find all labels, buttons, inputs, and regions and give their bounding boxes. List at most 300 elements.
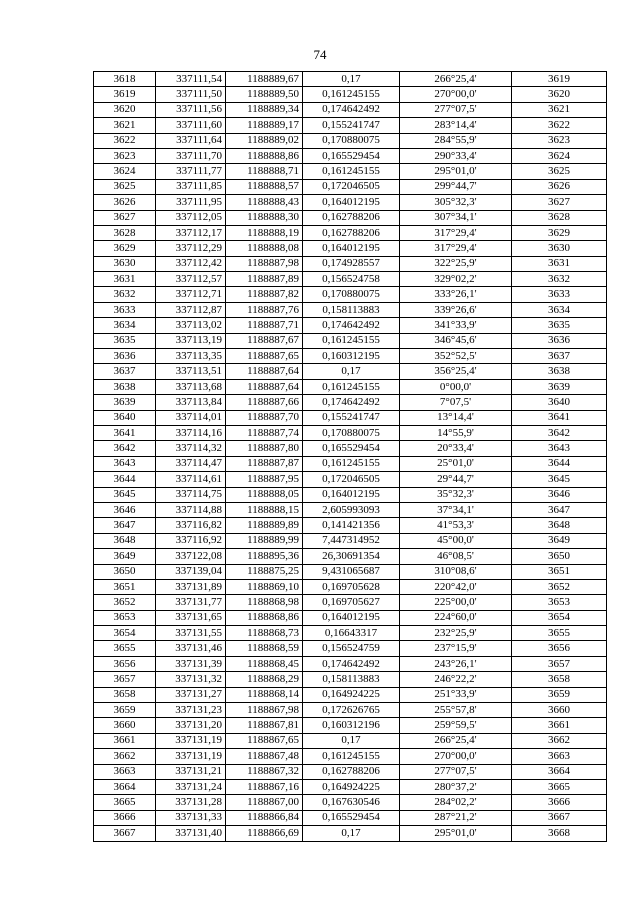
table-row [94, 549, 607, 564]
next-point-cell: 3630 [512, 241, 607, 256]
distance-cell: 0,164012195 [303, 610, 400, 625]
point-number-cell: 3663 [94, 764, 156, 779]
y-coordinate-cell: 1188888,71 [226, 164, 303, 179]
distance-cell: 0,167630546 [303, 795, 400, 810]
point-number-cell: 3642 [94, 441, 156, 456]
y-coordinate-cell: 1188869,10 [226, 579, 303, 594]
bearing-cell: 305°32,3' [400, 195, 512, 210]
y-coordinate-cell: 1188868,45 [226, 656, 303, 671]
x-coordinate-cell: 337113,51 [156, 364, 226, 379]
x-coordinate-cell: 337131,39 [156, 656, 226, 671]
table-row [94, 610, 607, 625]
x-coordinate-cell: 337111,60 [156, 118, 226, 133]
x-coordinate-cell: 337131,46 [156, 641, 226, 656]
bearing-cell: 224°60,0' [400, 610, 512, 625]
table-row [94, 595, 607, 610]
y-coordinate-cell: 1188867,00 [226, 795, 303, 810]
bearing-cell: 341°33,9' [400, 318, 512, 333]
x-coordinate-cell: 337111,56 [156, 102, 226, 117]
next-point-cell: 3649 [512, 533, 607, 548]
point-number-cell: 3666 [94, 810, 156, 825]
y-coordinate-cell: 1188888,43 [226, 195, 303, 210]
table-row [94, 102, 607, 117]
point-number-cell: 3637 [94, 364, 156, 379]
next-point-cell: 3647 [512, 502, 607, 517]
point-number-cell: 3644 [94, 472, 156, 487]
bearing-cell: 277°07,5' [400, 102, 512, 117]
table-row [94, 472, 607, 487]
y-coordinate-cell: 1188887,70 [226, 410, 303, 425]
distance-cell: 0,174642492 [303, 102, 400, 117]
table-row [94, 703, 607, 718]
x-coordinate-cell: 337131,28 [156, 795, 226, 810]
bearing-cell: 299°44,7' [400, 179, 512, 194]
point-number-cell: 3645 [94, 487, 156, 502]
next-point-cell: 3619 [512, 72, 607, 87]
x-coordinate-cell: 337111,70 [156, 148, 226, 163]
distance-cell: 0,174642492 [303, 318, 400, 333]
y-coordinate-cell: 1188887,66 [226, 395, 303, 410]
distance-cell: 0,17 [303, 364, 400, 379]
table-row [94, 564, 607, 579]
table-row [94, 687, 607, 702]
page-number: 74 [313, 47, 327, 62]
point-number-cell: 3661 [94, 733, 156, 748]
distance-cell: 0,161245155 [303, 333, 400, 348]
next-point-cell: 3655 [512, 626, 607, 641]
bearing-cell: 243°26,1' [400, 656, 512, 671]
bearing-cell: 7°07,5' [400, 395, 512, 410]
next-point-cell: 3637 [512, 349, 607, 364]
next-point-cell: 3627 [512, 195, 607, 210]
distance-cell: 0,165529454 [303, 810, 400, 825]
bearing-cell: 25°01,0' [400, 456, 512, 471]
table-row [94, 302, 607, 317]
x-coordinate-cell: 337116,82 [156, 518, 226, 533]
bearing-cell: 346°45,6' [400, 333, 512, 348]
x-coordinate-cell: 337114,75 [156, 487, 226, 502]
point-number-cell: 3634 [94, 318, 156, 333]
y-coordinate-cell: 1188889,34 [226, 102, 303, 117]
next-point-cell: 3663 [512, 749, 607, 764]
x-coordinate-cell: 337116,92 [156, 533, 226, 548]
distance-cell: 26,30691354 [303, 549, 400, 564]
distance-cell: 0,164924225 [303, 779, 400, 794]
distance-cell: 0,165529454 [303, 441, 400, 456]
x-coordinate-cell: 337131,65 [156, 610, 226, 625]
point-number-cell: 3622 [94, 133, 156, 148]
point-number-cell: 3621 [94, 118, 156, 133]
bearing-cell: 322°25,9' [400, 256, 512, 271]
bearing-cell: 295°01,0' [400, 826, 512, 841]
bearing-cell: 284°02,2' [400, 795, 512, 810]
distance-cell: 0,17 [303, 72, 400, 87]
y-coordinate-cell: 1188887,71 [226, 318, 303, 333]
x-coordinate-cell: 337131,40 [156, 826, 226, 841]
x-coordinate-cell: 337112,42 [156, 256, 226, 271]
next-point-cell: 3631 [512, 256, 607, 271]
y-coordinate-cell: 1188867,48 [226, 749, 303, 764]
table-row [94, 826, 607, 841]
bearing-cell: 20°33,4' [400, 441, 512, 456]
point-number-cell: 3650 [94, 564, 156, 579]
point-number-cell: 3658 [94, 687, 156, 702]
y-coordinate-cell: 1188889,89 [226, 518, 303, 533]
next-point-cell: 3641 [512, 410, 607, 425]
x-coordinate-cell: 337139,04 [156, 564, 226, 579]
table-row [94, 533, 607, 548]
point-number-cell: 3657 [94, 672, 156, 687]
bearing-cell: 295°01,0' [400, 164, 512, 179]
table-row [94, 133, 607, 148]
point-number-cell: 3619 [94, 87, 156, 102]
distance-cell: 0,169705628 [303, 579, 400, 594]
table-row [94, 456, 607, 471]
y-coordinate-cell: 1188889,99 [226, 533, 303, 548]
table-row [94, 272, 607, 287]
x-coordinate-cell: 337113,35 [156, 349, 226, 364]
y-coordinate-cell: 1188887,98 [226, 256, 303, 271]
distance-cell: 7,447314952 [303, 533, 400, 548]
bearing-cell: 266°25,4' [400, 733, 512, 748]
table-body [94, 72, 607, 842]
x-coordinate-cell: 337131,32 [156, 672, 226, 687]
x-coordinate-cell: 337113,84 [156, 395, 226, 410]
x-coordinate-cell: 337113,19 [156, 333, 226, 348]
table-row [94, 318, 607, 333]
x-coordinate-cell: 337114,47 [156, 456, 226, 471]
next-point-cell: 3636 [512, 333, 607, 348]
distance-cell: 0,172626765 [303, 703, 400, 718]
next-point-cell: 3624 [512, 148, 607, 163]
x-coordinate-cell: 337114,01 [156, 410, 226, 425]
table-row [94, 626, 607, 641]
next-point-cell: 3644 [512, 456, 607, 471]
distance-cell: 0,160312196 [303, 718, 400, 733]
y-coordinate-cell: 1188888,15 [226, 502, 303, 517]
distance-cell: 0,158113883 [303, 302, 400, 317]
distance-cell: 0,172046505 [303, 472, 400, 487]
y-coordinate-cell: 1188887,89 [226, 272, 303, 287]
bearing-cell: 317°29,4' [400, 241, 512, 256]
table-row [94, 733, 607, 748]
table-row [94, 333, 607, 348]
next-point-cell: 3640 [512, 395, 607, 410]
y-coordinate-cell: 1188887,65 [226, 349, 303, 364]
next-point-cell: 3634 [512, 302, 607, 317]
point-number-cell: 3628 [94, 225, 156, 240]
x-coordinate-cell: 337131,27 [156, 687, 226, 702]
y-coordinate-cell: 1188888,30 [226, 210, 303, 225]
y-coordinate-cell: 1188887,76 [226, 302, 303, 317]
y-coordinate-cell: 1188868,98 [226, 595, 303, 610]
next-point-cell: 3654 [512, 610, 607, 625]
distance-cell: 0,165529454 [303, 148, 400, 163]
bearing-cell: 45°00,0' [400, 533, 512, 548]
table-row [94, 241, 607, 256]
x-coordinate-cell: 337131,19 [156, 733, 226, 748]
next-point-cell: 3633 [512, 287, 607, 302]
point-number-cell: 3635 [94, 333, 156, 348]
distance-cell: 0,17 [303, 826, 400, 841]
point-number-cell: 3636 [94, 349, 156, 364]
next-point-cell: 3623 [512, 133, 607, 148]
table-row [94, 656, 607, 671]
y-coordinate-cell: 1188887,64 [226, 364, 303, 379]
y-coordinate-cell: 1188887,80 [226, 441, 303, 456]
y-coordinate-cell: 1188895,36 [226, 549, 303, 564]
y-coordinate-cell: 1188867,81 [226, 718, 303, 733]
x-coordinate-cell: 337111,95 [156, 195, 226, 210]
y-coordinate-cell: 1188888,86 [226, 148, 303, 163]
y-coordinate-cell: 1188889,50 [226, 87, 303, 102]
next-point-cell: 3665 [512, 779, 607, 794]
distance-cell: 0,155241747 [303, 118, 400, 133]
table-row [94, 379, 607, 394]
distance-cell: 0,160312195 [303, 349, 400, 364]
distance-cell: 0,17 [303, 733, 400, 748]
x-coordinate-cell: 337112,29 [156, 241, 226, 256]
next-point-cell: 3667 [512, 810, 607, 825]
x-coordinate-cell: 337114,88 [156, 502, 226, 517]
y-coordinate-cell: 1188889,02 [226, 133, 303, 148]
distance-cell: 0,158113883 [303, 672, 400, 687]
y-coordinate-cell: 1188888,19 [226, 225, 303, 240]
bearing-cell: 317°29,4' [400, 225, 512, 240]
bearing-cell: 352°52,5' [400, 349, 512, 364]
distance-cell: 0,170880075 [303, 287, 400, 302]
point-number-cell: 3654 [94, 626, 156, 641]
point-number-cell: 3651 [94, 579, 156, 594]
table-row [94, 164, 607, 179]
point-number-cell: 3660 [94, 718, 156, 733]
x-coordinate-cell: 337111,50 [156, 87, 226, 102]
distance-cell: 0,16643317 [303, 626, 400, 641]
bearing-cell: 251°33,9' [400, 687, 512, 702]
next-point-cell: 3646 [512, 487, 607, 502]
table-row [94, 518, 607, 533]
y-coordinate-cell: 1188875,25 [226, 564, 303, 579]
next-point-cell: 3622 [512, 118, 607, 133]
distance-cell: 0,164924225 [303, 687, 400, 702]
x-coordinate-cell: 337112,17 [156, 225, 226, 240]
y-coordinate-cell: 1188868,86 [226, 610, 303, 625]
next-point-cell: 3638 [512, 364, 607, 379]
y-coordinate-cell: 1188887,95 [226, 472, 303, 487]
next-point-cell: 3642 [512, 425, 607, 440]
x-coordinate-cell: 337113,68 [156, 379, 226, 394]
next-point-cell: 3652 [512, 579, 607, 594]
y-coordinate-cell: 1188888,05 [226, 487, 303, 502]
bearing-cell: 333°26,1' [400, 287, 512, 302]
distance-cell: 0,161245155 [303, 749, 400, 764]
bearing-cell: 13°14,4' [400, 410, 512, 425]
table-row [94, 395, 607, 410]
point-number-cell: 3646 [94, 502, 156, 517]
next-point-cell: 3658 [512, 672, 607, 687]
table-row [94, 672, 607, 687]
bearing-cell: 277°07,5' [400, 764, 512, 779]
table-row [94, 779, 607, 794]
point-number-cell: 3647 [94, 518, 156, 533]
bearing-cell: 46°08,5' [400, 549, 512, 564]
table-row [94, 718, 607, 733]
bearing-cell: 280°37,2' [400, 779, 512, 794]
bearing-cell: 259°59,5' [400, 718, 512, 733]
bearing-cell: 270°00,0' [400, 749, 512, 764]
distance-cell: 2,605993093 [303, 502, 400, 517]
point-number-cell: 3664 [94, 779, 156, 794]
point-number-cell: 3656 [94, 656, 156, 671]
next-point-cell: 3635 [512, 318, 607, 333]
table-row [94, 148, 607, 163]
point-number-cell: 3653 [94, 610, 156, 625]
point-number-cell: 3629 [94, 241, 156, 256]
coordinates-table [93, 71, 607, 842]
distance-cell: 0,169705627 [303, 595, 400, 610]
x-coordinate-cell: 337131,24 [156, 779, 226, 794]
point-number-cell: 3626 [94, 195, 156, 210]
point-number-cell: 3625 [94, 179, 156, 194]
distance-cell: 0,155241747 [303, 410, 400, 425]
x-coordinate-cell: 337113,02 [156, 318, 226, 333]
bearing-cell: 290°33,4' [400, 148, 512, 163]
table-row [94, 579, 607, 594]
point-number-cell: 3648 [94, 533, 156, 548]
point-number-cell: 3618 [94, 72, 156, 87]
table-row [94, 195, 607, 210]
next-point-cell: 3664 [512, 764, 607, 779]
distance-cell: 0,161245155 [303, 87, 400, 102]
x-coordinate-cell: 337131,19 [156, 749, 226, 764]
point-number-cell: 3652 [94, 595, 156, 610]
next-point-cell: 3657 [512, 656, 607, 671]
x-coordinate-cell: 337114,61 [156, 472, 226, 487]
distance-cell: 9,431065687 [303, 564, 400, 579]
y-coordinate-cell: 1188867,16 [226, 779, 303, 794]
x-coordinate-cell: 337131,89 [156, 579, 226, 594]
distance-cell: 0,164012195 [303, 241, 400, 256]
table-row [94, 425, 607, 440]
bearing-cell: 41°53,3' [400, 518, 512, 533]
y-coordinate-cell: 1188868,29 [226, 672, 303, 687]
x-coordinate-cell: 337122,08 [156, 549, 226, 564]
point-number-cell: 3662 [94, 749, 156, 764]
y-coordinate-cell: 1188887,74 [226, 425, 303, 440]
point-number-cell: 3655 [94, 641, 156, 656]
next-point-cell: 3648 [512, 518, 607, 533]
bearing-cell: 339°26,6' [400, 302, 512, 317]
next-point-cell: 3643 [512, 441, 607, 456]
bearing-cell: 14°55,9' [400, 425, 512, 440]
distance-cell: 0,174928557 [303, 256, 400, 271]
y-coordinate-cell: 1188887,67 [226, 333, 303, 348]
bearing-cell: 287°21,2' [400, 810, 512, 825]
next-point-cell: 3659 [512, 687, 607, 702]
point-number-cell: 3649 [94, 549, 156, 564]
y-coordinate-cell: 1188866,69 [226, 826, 303, 841]
x-coordinate-cell: 337114,32 [156, 441, 226, 456]
table-row [94, 810, 607, 825]
x-coordinate-cell: 337111,64 [156, 133, 226, 148]
point-number-cell: 3631 [94, 272, 156, 287]
table-row [94, 349, 607, 364]
distance-cell: 0,161245155 [303, 456, 400, 471]
x-coordinate-cell: 337112,71 [156, 287, 226, 302]
distance-cell: 0,174642492 [303, 395, 400, 410]
table-row [94, 487, 607, 502]
y-coordinate-cell: 1188888,57 [226, 179, 303, 194]
next-point-cell: 3661 [512, 718, 607, 733]
y-coordinate-cell: 1188868,59 [226, 641, 303, 656]
next-point-cell: 3656 [512, 641, 607, 656]
y-coordinate-cell: 1188867,98 [226, 703, 303, 718]
table-row [94, 502, 607, 517]
y-coordinate-cell: 1188889,17 [226, 118, 303, 133]
x-coordinate-cell: 337111,85 [156, 179, 226, 194]
distance-cell: 0,172046505 [303, 179, 400, 194]
x-coordinate-cell: 337112,05 [156, 210, 226, 225]
x-coordinate-cell: 337114,16 [156, 425, 226, 440]
next-point-cell: 3626 [512, 179, 607, 194]
point-number-cell: 3627 [94, 210, 156, 225]
distance-cell: 0,164012195 [303, 195, 400, 210]
bearing-cell: 35°32,3' [400, 487, 512, 502]
next-point-cell: 3662 [512, 733, 607, 748]
next-point-cell: 3645 [512, 472, 607, 487]
y-coordinate-cell: 1188866,84 [226, 810, 303, 825]
next-point-cell: 3653 [512, 595, 607, 610]
point-number-cell: 3659 [94, 703, 156, 718]
bearing-cell: 356°25,4' [400, 364, 512, 379]
bearing-cell: 310°08,6' [400, 564, 512, 579]
point-number-cell: 3620 [94, 102, 156, 117]
table-row [94, 410, 607, 425]
distance-cell: 0,141421356 [303, 518, 400, 533]
y-coordinate-cell: 1188887,64 [226, 379, 303, 394]
point-number-cell: 3667 [94, 826, 156, 841]
point-number-cell: 3639 [94, 395, 156, 410]
bearing-cell: 232°25,9' [400, 626, 512, 641]
next-point-cell: 3620 [512, 87, 607, 102]
bearing-cell: 255°57,8' [400, 703, 512, 718]
table-row [94, 795, 607, 810]
x-coordinate-cell: 337112,57 [156, 272, 226, 287]
table-row [94, 441, 607, 456]
table-row [94, 749, 607, 764]
next-point-cell: 3660 [512, 703, 607, 718]
distance-cell: 0,164012195 [303, 487, 400, 502]
next-point-cell: 3639 [512, 379, 607, 394]
distance-cell: 0,161245155 [303, 164, 400, 179]
y-coordinate-cell: 1188868,14 [226, 687, 303, 702]
y-coordinate-cell: 1188868,73 [226, 626, 303, 641]
distance-cell: 0,174642492 [303, 656, 400, 671]
bearing-cell: 266°25,4' [400, 72, 512, 87]
point-number-cell: 3638 [94, 379, 156, 394]
next-point-cell: 3651 [512, 564, 607, 579]
bearing-cell: 220°42,0' [400, 579, 512, 594]
point-number-cell: 3665 [94, 795, 156, 810]
bearing-cell: 284°55,9' [400, 133, 512, 148]
next-point-cell: 3625 [512, 164, 607, 179]
y-coordinate-cell: 1188887,87 [226, 456, 303, 471]
distance-cell: 0,162788206 [303, 225, 400, 240]
y-coordinate-cell: 1188889,67 [226, 72, 303, 87]
bearing-cell: 225°00,0' [400, 595, 512, 610]
table-row [94, 764, 607, 779]
next-point-cell: 3668 [512, 826, 607, 841]
